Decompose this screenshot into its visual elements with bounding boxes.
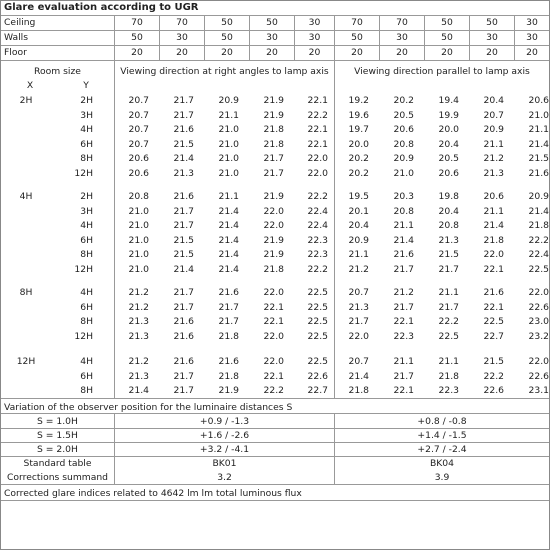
ugr-value: 22.2: [307, 263, 328, 275]
ugr-value: 20.6: [393, 124, 414, 135]
ugr-value: 21.8: [263, 124, 284, 135]
ugr-value: 20.3: [393, 191, 414, 202]
ceiling-value: 70: [351, 17, 363, 28]
ugr-value: 22.1: [263, 301, 284, 313]
ugr-value: 21.0: [218, 124, 239, 135]
ugr-value: 21.4: [218, 205, 239, 217]
corrections-right: 3.9: [434, 472, 450, 483]
floor-value: 20: [131, 47, 143, 58]
ugr-value: 21.0: [528, 109, 549, 121]
ugr-value: 21.4: [128, 385, 149, 396]
ugr-value: 22.4: [528, 249, 549, 260]
room-y-value: 12H: [74, 330, 93, 342]
ugr-value: 22.1: [307, 124, 328, 135]
ugr-value: 21.6: [483, 287, 504, 298]
ugr-value: 22.0: [263, 330, 284, 342]
ugr-value: 22.5: [483, 316, 504, 327]
ugr-value: 21.8: [348, 385, 369, 396]
ugr-value: 21.4: [218, 220, 239, 231]
ugr-value: 20.7: [128, 124, 149, 135]
room-y-value: 6H: [80, 234, 93, 246]
ugr-value: 21.3: [173, 167, 194, 179]
ugr-value: 21.7: [218, 316, 239, 327]
ceiling-value: 70: [396, 17, 408, 28]
ugr-value: 20.4: [438, 205, 459, 217]
ugr-value: 21.7: [173, 220, 194, 231]
ugr-value: 20.6: [128, 153, 149, 164]
room-x-value: 8H: [19, 287, 33, 298]
ceiling-value: 30: [526, 17, 538, 28]
variation-left: +3.2 / -4.1: [199, 444, 250, 455]
ugr-value: 20.7: [128, 109, 149, 121]
ugr-value: 21.0: [218, 167, 239, 179]
room-y-value: 8H: [80, 385, 93, 396]
ugr-value: 21.6: [173, 330, 194, 342]
ugr-value: 21.0: [128, 220, 149, 231]
divider-footer: [1, 484, 549, 485]
ugr-value: 22.0: [263, 287, 284, 298]
ugr-value: 21.2: [348, 263, 369, 275]
ugr-value: 21.8: [483, 234, 504, 246]
ugr-value: 21.5: [528, 153, 549, 164]
variation-right: +0.8 / -0.8: [417, 416, 467, 427]
ugr-value: 22.6: [528, 370, 549, 382]
ugr-value: 22.3: [438, 385, 459, 396]
ugr-value: 21.1: [218, 109, 239, 121]
ugr-value: 20.7: [128, 138, 149, 150]
floor-value: 20: [396, 47, 408, 58]
ugr-value: 21.4: [393, 234, 414, 246]
ugr-value: 19.8: [438, 191, 459, 202]
ceiling-value: 50: [441, 17, 453, 28]
room-y-value: 12H: [74, 167, 93, 179]
ugr-value: 21.2: [483, 153, 504, 164]
divider-left-lower: [114, 414, 115, 484]
ugr-value: 21.4: [483, 220, 504, 231]
ugr-value: 22.0: [483, 249, 504, 260]
ugr-value: 21.7: [173, 301, 194, 313]
ugr-value: 21.7: [393, 370, 414, 382]
ugr-value: 21.2: [128, 301, 149, 313]
ugr-value: 20.8: [438, 220, 459, 231]
room-x-label: X: [26, 80, 34, 91]
direction-right-angles: Viewing direction at right angles to lamp axis: [120, 66, 329, 77]
ugr-value: 22.0: [348, 330, 369, 342]
walls-value: 30: [176, 32, 188, 43]
ugr-value: 22.1: [483, 301, 504, 313]
divider-variation: [1, 398, 549, 399]
room-y-value: 12H: [74, 263, 93, 275]
ugr-value: 22.2: [528, 234, 549, 246]
ugr-value: 20.0: [438, 124, 459, 135]
ugr-value: 20.9: [218, 95, 239, 106]
walls-value: 30: [266, 32, 278, 43]
ugr-value: 20.4: [438, 138, 459, 150]
ugr-value: 21.6: [218, 356, 239, 367]
ugr-value: 22.1: [393, 316, 414, 327]
divider-middle-lower: [334, 414, 335, 484]
walls-value: 30: [396, 32, 408, 43]
ugr-value: 20.5: [393, 109, 414, 121]
ugr-value: 22.0: [263, 356, 284, 367]
room-x-value: 2H: [19, 95, 33, 106]
ugr-value: 20.9: [528, 191, 549, 202]
ugr-value: 21.7: [393, 301, 414, 313]
variation-left: +1.6 / -2.6: [199, 430, 250, 441]
ugr-value: 20.4: [483, 95, 504, 106]
ugr-value: 22.0: [307, 167, 328, 179]
floor-value: 20: [526, 47, 538, 58]
ugr-value: 21.4: [528, 205, 549, 217]
ugr-value: 21.1: [528, 124, 549, 135]
floor-value: 20: [486, 47, 498, 58]
ugr-value: 21.7: [348, 316, 369, 327]
ugr-value: 22.4: [307, 220, 328, 231]
ugr-value: 21.7: [173, 385, 194, 396]
ugr-value: 21.1: [483, 138, 504, 150]
ugr-value: 21.1: [438, 287, 459, 298]
ugr-value: 22.7: [483, 330, 504, 342]
ugr-value: 21.8: [263, 138, 284, 150]
room-y-value: 8H: [80, 249, 93, 260]
ceiling-value: 50: [221, 17, 233, 28]
ugr-value: 21.9: [263, 234, 284, 246]
corrections-label: Corrections summand: [6, 472, 109, 483]
room-y-value: 6H: [80, 301, 93, 313]
room-y-value: 4H: [80, 356, 93, 367]
ugr-value: 22.2: [307, 191, 328, 202]
ugr-value: 21.4: [218, 263, 239, 275]
ugr-value: 20.9: [393, 153, 414, 164]
ugr-value: 22.0: [307, 153, 328, 164]
ugr-value: 20.5: [438, 153, 459, 164]
ugr-value: 20.6: [438, 167, 459, 179]
ugr-value: 21.7: [218, 301, 239, 313]
ugr-value: 21.0: [218, 138, 239, 150]
ugr-value: 20.9: [348, 234, 369, 246]
ugr-value: 21.3: [128, 370, 149, 382]
ugr-value: 21.1: [348, 249, 369, 260]
ugr-value: 21.7: [438, 301, 459, 313]
walls-value: 50: [131, 32, 143, 43]
ugr-value: 21.8: [218, 370, 239, 382]
ugr-value: 20.6: [528, 95, 549, 106]
room-y-value: 8H: [80, 316, 93, 327]
ceiling-label: Ceiling: [4, 17, 36, 28]
ugr-value: 21.9: [218, 385, 239, 396]
walls-label: Walls: [4, 32, 29, 43]
ugr-value: 20.6: [128, 167, 149, 179]
ceiling-value: 50: [486, 17, 498, 28]
ugr-value: 21.9: [263, 191, 284, 202]
walls-value: 50: [221, 32, 233, 43]
ugr-value: 21.3: [128, 330, 149, 342]
ugr-value: 19.2: [348, 95, 369, 106]
ugr-value: 21.8: [263, 263, 284, 275]
ugr-value: 21.5: [483, 356, 504, 367]
footer-note: Corrected glare indices related to 4642 lm lm total luminous flux: [4, 488, 302, 499]
ceiling-row: [1, 16, 549, 31]
divider-footer-bottom: [1, 500, 549, 501]
ugr-value: 22.6: [528, 301, 549, 313]
walls-value: 30: [526, 32, 538, 43]
ugr-value: 22.1: [263, 316, 284, 327]
room-y-value: 2H: [80, 191, 93, 202]
ugr-value: 21.6: [173, 191, 194, 202]
ugr-value: 22.5: [307, 316, 328, 327]
ugr-value: 20.9: [483, 124, 504, 135]
room-y-value: 3H: [80, 205, 93, 217]
room-y-value: 4H: [80, 124, 93, 135]
room-size-label: Room size: [34, 66, 81, 77]
ugr-value: 21.7: [263, 167, 284, 179]
ceiling-value: 70: [176, 17, 188, 28]
variation-right: +1.4 / -1.5: [417, 430, 467, 441]
ugr-value: 22.1: [307, 95, 328, 106]
ugr-value: 21.0: [128, 249, 149, 260]
divider-standard: [1, 456, 549, 457]
variation-heading: Variation of the observer position for the luminaire distances S: [4, 402, 293, 413]
variation-right: +2.7 / -2.4: [417, 444, 467, 455]
ugr-value: 22.0: [528, 356, 549, 367]
room-y-value: 4H: [80, 287, 93, 298]
divider-middle-block: [334, 61, 335, 398]
ugr-value: 21.3: [348, 301, 369, 313]
ugr-value: 21.7: [173, 205, 194, 217]
ugr-value: 21.6: [218, 287, 239, 298]
ugr-value: 22.5: [528, 263, 549, 275]
ugr-value: 22.3: [393, 330, 414, 342]
direction-parallel: Viewing direction parallel to lamp axis: [354, 66, 530, 77]
ugr-value: 22.4: [307, 205, 328, 217]
ugr-value: 20.1: [348, 205, 369, 217]
floor-value: 20: [351, 47, 363, 58]
ugr-value: 22.6: [483, 385, 504, 396]
ugr-value: 22.5: [307, 301, 328, 313]
ugr-value: 22.2: [307, 109, 328, 121]
standard-table-label: Standard table: [23, 458, 92, 469]
ugr-value: 22.2: [263, 385, 284, 396]
ugr-value: 21.8: [528, 220, 549, 231]
ugr-value: 21.7: [393, 263, 414, 275]
ugr-value: 21.7: [263, 153, 284, 164]
ugr-value: 21.2: [128, 287, 149, 298]
room-y-value: 8H: [80, 153, 93, 164]
variation-label: S = 2.0H: [37, 444, 78, 455]
floor-value: 20: [308, 47, 321, 58]
floor-value: 20: [221, 47, 233, 58]
ugr-value: 21.0: [128, 234, 149, 246]
ugr-value: 22.3: [307, 249, 328, 260]
divider-left-block: [114, 61, 115, 398]
variation-left: +0.9 / -1.3: [199, 416, 250, 427]
ugr-value: 21.8: [218, 330, 239, 342]
ugr-value: 19.4: [438, 95, 459, 106]
ugr-value: 19.7: [348, 124, 369, 135]
ugr-value: 22.2: [483, 370, 504, 382]
ugr-value: 21.4: [218, 249, 239, 260]
room-y-value: 2H: [80, 95, 93, 106]
ugr-value: 21.3: [128, 316, 149, 327]
title-row: [1, 1, 549, 16]
ugr-value: 21.7: [438, 263, 459, 275]
ugr-value: 22.3: [307, 234, 328, 246]
walls-value: 30: [308, 32, 321, 43]
ugr-value: 21.6: [528, 167, 549, 179]
ugr-value: 21.5: [173, 234, 194, 246]
ugr-value: 20.8: [393, 138, 414, 150]
ugr-value: 21.6: [173, 356, 194, 367]
ugr-value: 22.5: [307, 330, 328, 342]
ugr-value: 20.0: [348, 138, 369, 150]
ugr-value: 21.1: [483, 205, 504, 217]
variation-label: S = 1.0H: [37, 416, 78, 427]
ugr-value: 21.3: [483, 167, 504, 179]
ugr-value: 21.3: [438, 234, 459, 246]
ugr-value: 20.7: [348, 356, 369, 367]
ugr-value: 21.9: [263, 249, 284, 260]
ugr-value: 21.5: [438, 249, 459, 260]
ugr-value: 21.4: [528, 138, 549, 150]
ugr-value: 21.7: [173, 95, 194, 106]
ugr-value: 22.5: [307, 356, 328, 367]
ugr-value: 20.6: [483, 191, 504, 202]
room-y-value: 6H: [80, 138, 93, 150]
room-y-value: 3H: [80, 109, 93, 121]
ugr-value: 21.0: [128, 263, 149, 275]
ugr-value: 21.6: [393, 249, 414, 260]
ugr-value: 20.2: [393, 95, 414, 106]
ugr-value: 21.9: [263, 95, 284, 106]
ugr-value: 21.0: [128, 205, 149, 217]
ugr-value: 21.6: [173, 316, 194, 327]
ugr-value: 23.0: [528, 316, 549, 327]
floor-value: 20: [441, 47, 453, 58]
ceiling-value: 50: [266, 17, 278, 28]
ugr-value: 22.5: [438, 330, 459, 342]
ugr-value: 22.0: [263, 205, 284, 217]
divider-variation-rows: [1, 413, 549, 414]
ugr-value: 21.0: [393, 167, 414, 179]
ugr-value: 21.1: [393, 220, 414, 231]
ugr-value: 21.8: [438, 370, 459, 382]
standard-table-right: BK04: [429, 458, 455, 469]
table-title: Glare evaluation according to UGR: [4, 2, 199, 13]
floor-value: 20: [266, 47, 278, 58]
ugr-value: 22.1: [393, 385, 414, 396]
ugr-value: 20.2: [348, 153, 369, 164]
ugr-value: 20.7: [483, 109, 504, 121]
room-y-value: 4H: [80, 220, 93, 231]
ugr-value: 22.1: [263, 370, 284, 382]
ugr-value: 21.1: [218, 191, 239, 202]
corrections-left: 3.2: [217, 472, 232, 483]
floor-label: Floor: [4, 47, 27, 58]
ugr-value: 21.6: [173, 124, 194, 135]
variation-label: S = 1.5H: [37, 430, 78, 441]
room-x-value: 4H: [19, 191, 33, 202]
walls-value: 30: [486, 32, 498, 43]
room-y-label: Y: [83, 80, 89, 91]
ugr-value: 20.7: [348, 287, 369, 298]
ugr-value: 21.0: [218, 153, 239, 164]
ceiling-value: 70: [131, 17, 143, 28]
ugr-value: 23.2: [528, 330, 549, 342]
ugr-value: 22.0: [528, 287, 549, 298]
walls-value: 50: [351, 32, 363, 43]
standard-table-left: BK01: [212, 458, 237, 469]
ugr-value: 20.2: [348, 167, 369, 179]
ugr-value: 19.5: [348, 191, 369, 202]
ugr-value: 21.5: [173, 138, 194, 150]
ugr-value: 22.6: [307, 370, 328, 382]
walls-row: [1, 31, 549, 46]
ugr-value: 22.1: [483, 263, 504, 275]
ugr-value: 21.4: [348, 370, 369, 382]
room-x-value: 12H: [16, 356, 36, 367]
ugr-value: 21.2: [393, 287, 414, 298]
ugr-value: 21.4: [173, 153, 194, 164]
ugr-value: 21.5: [173, 249, 194, 260]
ugr-value: 20.4: [348, 220, 369, 231]
ceiling-value: 30: [308, 17, 321, 28]
ugr-value: 23.1: [528, 385, 549, 396]
floor-row: [1, 46, 549, 61]
ugr-value: 22.0: [263, 220, 284, 231]
ugr-value: 21.7: [173, 287, 194, 298]
ugr-value: 20.8: [393, 205, 414, 217]
ugr-value: 22.5: [307, 287, 328, 298]
ugr-value: 21.7: [173, 370, 194, 382]
ugr-value: 21.4: [173, 263, 194, 275]
ugr-value: 21.1: [393, 356, 414, 367]
ugr-value: 20.7: [128, 95, 149, 106]
floor-value: 20: [176, 47, 188, 58]
ugr-value: 21.4: [218, 234, 239, 246]
ugr-value: 19.9: [438, 109, 459, 121]
ugr-value: 19.6: [348, 109, 369, 121]
ugr-value: 22.2: [438, 316, 459, 327]
ugr-value: 20.8: [128, 191, 149, 202]
ugr-value: 21.9: [263, 109, 284, 121]
ugr-value: 22.1: [307, 138, 328, 150]
walls-value: 50: [441, 32, 453, 43]
room-y-value: 6H: [80, 370, 93, 382]
ugr-value: 21.1: [438, 356, 459, 367]
ugr-value: 22.7: [307, 385, 328, 396]
ugr-value: 21.2: [128, 356, 149, 367]
ugr-value: 21.7: [173, 109, 194, 121]
